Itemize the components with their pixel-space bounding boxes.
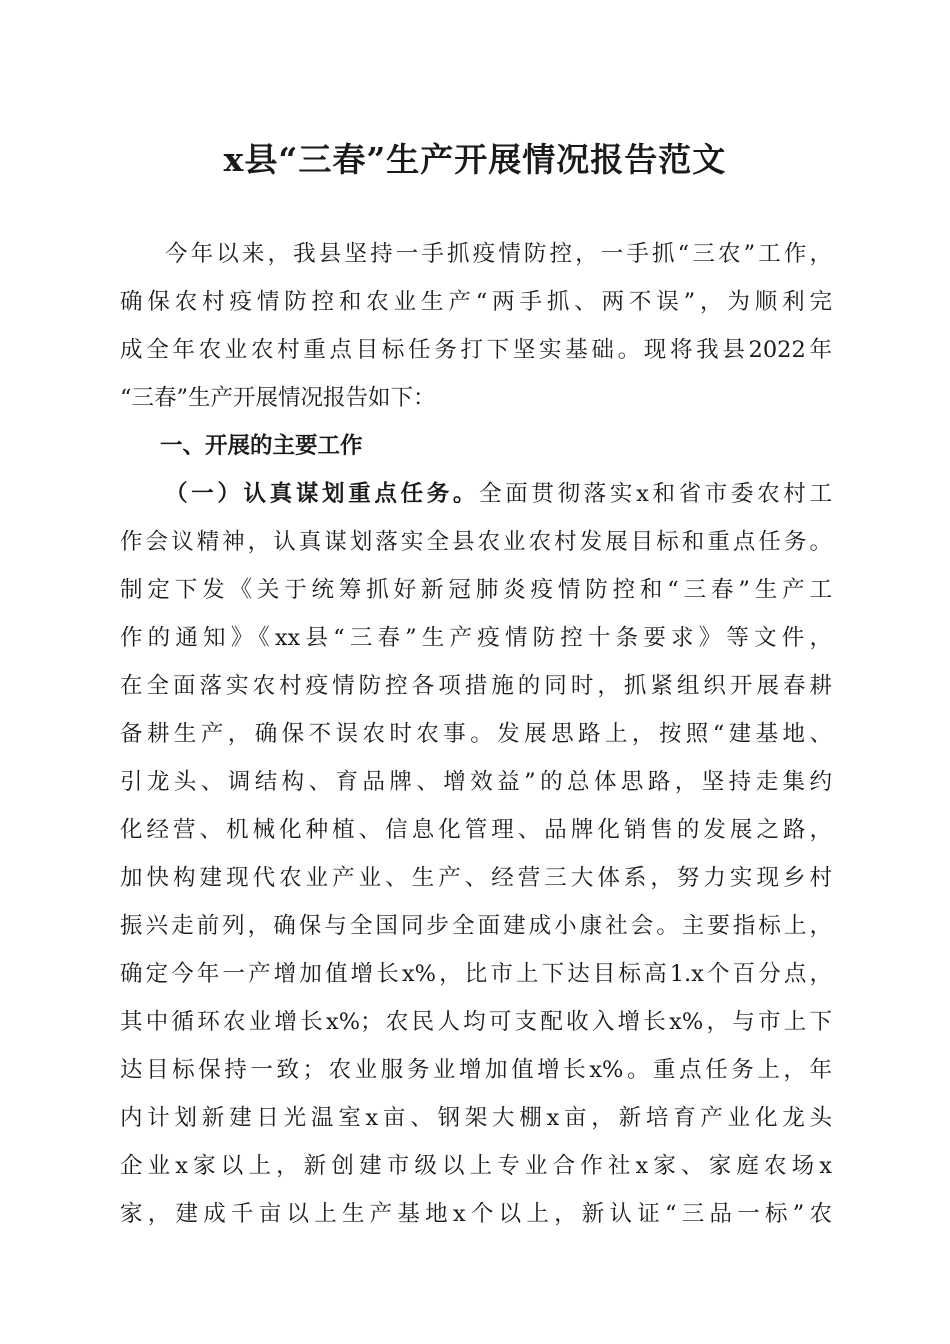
paragraph-line: 引龙头、调结构、育品牌、增效益”的总体思路，坚持走集约 — [120, 769, 832, 795]
intro-line-1: 今年以来，我县坚持一手抓疫情防控，一手抓“三农”工作， — [165, 241, 832, 267]
paragraph-line: 其中循环农业增长x%；农民人均可支配收入增长x%，与市上下 — [120, 1009, 832, 1035]
subsection-first-line — [120, 470, 832, 518]
intro-line-3: 成全年农业农村重点目标任务打下坚实基础。现将我县2022年 — [120, 337, 832, 363]
paragraph-line: 振兴走前列，确保与全国同步全面建成小康社会。主要指标上， — [120, 913, 832, 939]
paragraph-line: 在全面落实农村疫情防控各项措施的同时，抓紧组织开展春耕 — [120, 673, 832, 699]
document-title: x县“三春”生产开展情况报告范文 — [223, 140, 727, 179]
paragraph-line: 内计划新建日光温室x亩、钢架大棚x亩，新培育产业化龙头 — [120, 1105, 832, 1131]
paragraph-line: 企业x家以上，新创建市级以上专业合作社x家、家庭农场x — [120, 1153, 832, 1179]
paragraph-line: 达目标保持一致；农业服务业增加值增长x%。重点任务上，年 — [120, 1057, 832, 1083]
paragraph-line: 作会议精神，认真谋划落实全县农业农村发展目标和重点任务。 — [120, 529, 832, 555]
paragraph-line: 作的通知》《xx县“三春”生产疫情防控十条要求》等文件， — [120, 625, 832, 651]
paragraph-line: 备耕生产，确保不误农时农事。发展思路上，按照“建基地、 — [120, 721, 832, 747]
subsection-lead: （一）认真谋划重点任务。 — [165, 481, 480, 507]
section-heading: 一、开展的主要工作 — [160, 433, 363, 459]
paragraph-line: 化经营、机械化种植、信息化管理、品牌化销售的发展之路， — [120, 817, 832, 843]
paragraph-line: 制定下发《关于统筹抓好新冠肺炎疫情防控和“三春”生产工 — [120, 577, 832, 603]
intro-line-2: 确保农村疫情防控和农业生产“两手抓、两不误”，为顺利完 — [120, 289, 832, 315]
paragraph-line: 家，建成千亩以上生产基地x个以上，新认证“三品一标”农 — [120, 1201, 832, 1227]
intro-line-4: “三春”生产开展情况报告如下： — [120, 385, 436, 411]
paragraph-line: 加快构建现代农业产业、生产、经营三大体系，努力实现乡村 — [120, 865, 832, 891]
subsection-first-line-rest: 全面贯彻落实x和省市委农村工 — [479, 481, 832, 507]
document-body — [120, 230, 832, 1238]
paragraph-line: 确定今年一产增加值增长x%，比市上下达目标高1.x个百分点， — [120, 961, 832, 987]
